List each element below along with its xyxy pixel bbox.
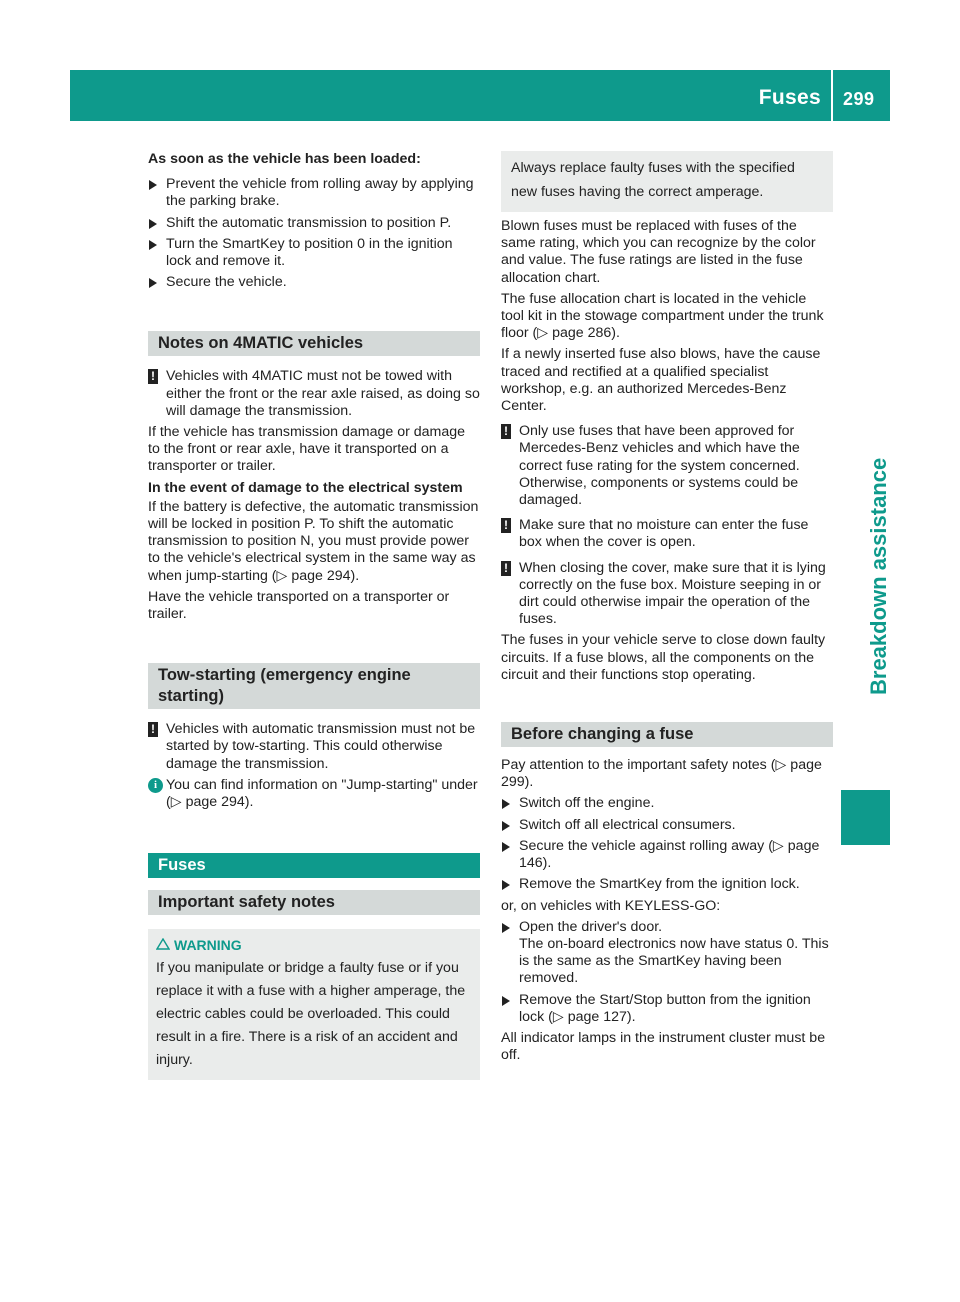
list-item: Open the driver's door. The on-board electronics now have status 0. This is the same as the SmartKey having been removed. [501,919,833,988]
note-text: Vehicles with automatic transmission must not be started by tow-starting. This could otherwise damage the transmission. [166,721,476,772]
paragraph: The fuses in your vehicle serve to close down faulty circuits. If a fuse blows, all the components on the circuit and their functions stop operating. [501,632,826,683]
paragraph: If the battery is defective, the automatic transmission will be locked in position P. To shift the automatic transmission to position N, you must provide power to the vehicle's electrical system in the same way as when jump-starting (▷ page 294). [148,498,479,584]
caution-note [501,517,833,551]
right-column [501,151,833,1068]
list-item: Shift the automatic transmission to position P. [148,215,480,232]
section-heading-4matic: Notes on 4MATIC vehicles [148,331,480,356]
warning-triangle-icon [156,935,174,955]
caution-note [148,368,480,420]
note-text: Make sure that no moisture can enter the fuse box when the cover is open. [519,517,809,551]
left-column [148,151,480,1080]
page-number: 299 [843,89,875,109]
info-note [148,777,480,811]
warning-title: WARNING [156,935,472,955]
subheading-electrical: In the event of damage to the electrical system [148,479,463,496]
list-item: Secure the vehicle. [148,274,480,291]
section-heading-safety-notes: Important safety notes [148,890,480,915]
info-text: You can find information on "Jump-starting" under (▷ page 294). [166,776,478,811]
loaded-heading: As soon as the vehicle has been loaded: [148,151,421,167]
exclamation-icon: ! [501,518,511,533]
exclamation-icon: ! [148,722,158,737]
paragraph: Blown fuses must be replaced with fuses of the same rating, which you can recognize by the color and value. The fuse ratings are listed in the fuse allocation chart. [501,218,816,286]
exclamation-icon: ! [148,369,158,384]
paragraph: Pay attention to the important safety notes (▷ page 299). [501,757,822,791]
exclamation-icon: ! [501,424,511,439]
header-separator [831,70,833,121]
list-item: Prevent the vehicle from rolling away by applying the parking brake. [148,176,480,210]
list-item: Turn the SmartKey to position 0 in the ignition lock and remove it. [148,236,480,270]
fuse-replacement-box: Always replace faulty fuses with the specified new fuses having the correct amperage. [501,151,833,212]
step-result: The on-board electronics now have status 0. This is the same as the SmartKey having been removed. [519,935,829,987]
list-item: Switch off the engine. [501,795,833,812]
paragraph: The fuse allocation chart is located in the vehicle tool kit in the stowage compartment under the trunk floor (▷ page 286). [501,290,824,342]
note-text: When closing the cover, make sure that it is lying correctly on the fuse box. Moisture seeping in or dirt could otherwise impair the operation of the fuses. [519,559,826,628]
list-item: Remove the Start/Stop button from the ignition lock (▷ page 127). [501,992,833,1026]
warning-text: If you manipulate or bridge a faulty fuse or if you replace it with a fuse with a higher amperage, the electric cables could be overloaded. This could result in a fire. There is a risk of an accident and injury. [156,960,466,1069]
paragraph: If the vehicle has transmission damage or damage to the front or rear axle, have it transported on a transporter or trailer. [148,424,466,475]
caution-note [148,721,480,773]
chapter-heading-fuses: Fuses [148,853,480,878]
section-heading-before-changing: Before changing a fuse [501,722,833,747]
list-item: Secure the vehicle against rolling away (▷ page 146). [501,838,833,872]
warning-box [148,929,480,1080]
paragraph: If a newly inserted fuse also blows, have the cause traced and rectified at a qualified specialist workshop, e.g. an authorized Mercedes-Benz Center. [501,346,821,415]
paragraph: Have the vehicle transported on a transporter or trailer. [148,588,450,623]
list-item: Switch off all electrical consumers. [501,817,833,834]
section-heading-tow-starting: Tow-starting (emergency engine starting) [148,663,480,709]
paragraph: All indicator lamps in the instrument cluster must be off. [501,1029,826,1064]
caution-note [501,560,833,629]
side-chapter-marker [841,790,890,845]
note-text: Only use fuses that have been approved for Mercedes-Benz vehicles and which have the correct fuse rating for the system concerned. Otherwise, components or systems could be damaged. [519,423,800,509]
list-item: Remove the SmartKey from the ignition lock. [501,876,833,893]
info-icon: i [148,778,163,793]
note-text: Vehicles with 4MATIC must not be towed with either the front or the rear axle raised, as doing so will damage the transmission. [166,368,480,419]
exclamation-icon: ! [501,561,511,576]
paragraph: or, on vehicles with KEYLESS-GO: [501,897,721,914]
caution-note [501,423,833,509]
page-title: Fuses [758,86,821,109]
side-chapter-label: Breakdown assistance [866,457,891,695]
